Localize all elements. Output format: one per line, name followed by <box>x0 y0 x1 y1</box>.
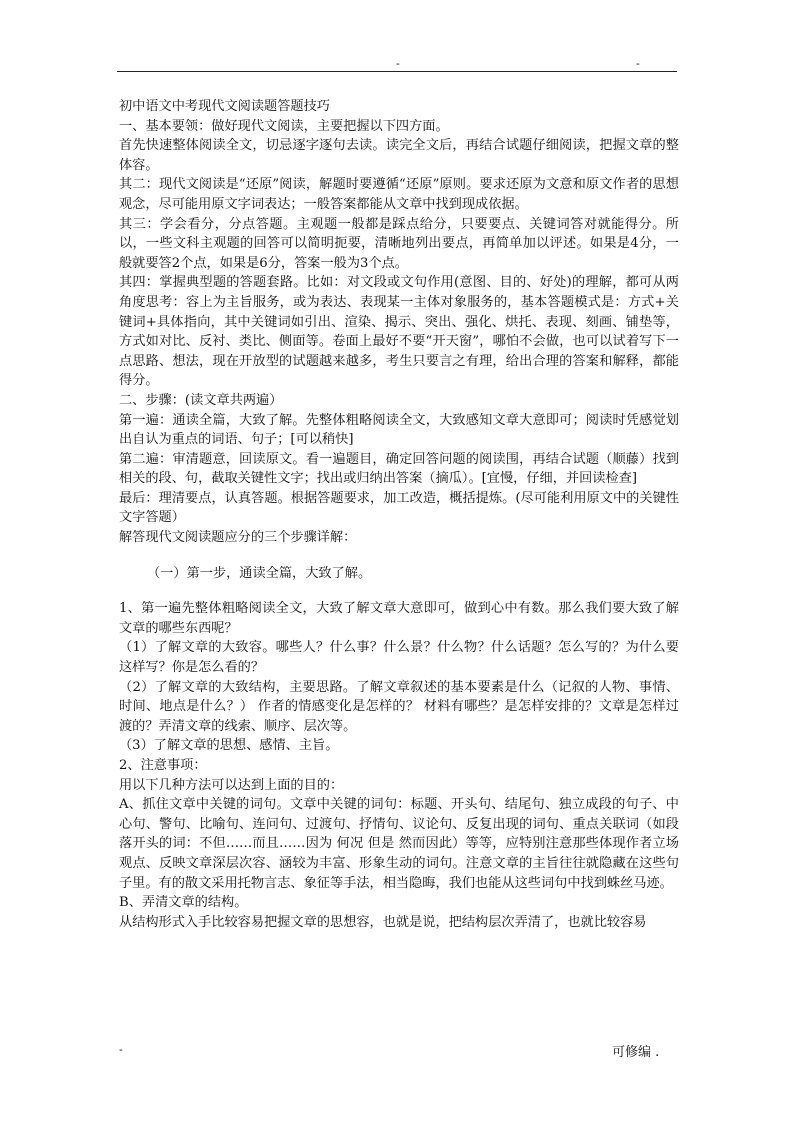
header-mark-left: - <box>396 57 400 70</box>
paragraph: （1）了解文章的大致容。哪些人？什么事？什么景？什么物？什么话题？怎么写的？为什么要这样写？你是怎么看的？ <box>119 640 679 676</box>
paragraph: B、弄清文章的结构。 <box>119 895 248 911</box>
paragraph: A、抓住文章中关键的词句。文章中关键的词句：标题、开头句、结尾句、独立成段的句子、中心句、警句、比喻句、连问句、过渡句、抒情句、议论句、反复出现的词句、重点关联词（如段落开头的词：不但……而且……因为 何况 但是 然而因此）等等，应特别注意那些体现作者立场观点、反映文章深层次容、涵较为丰富、形象生动的词句。注意文章的主旨往往就隐藏在这些句子里。有的散文采用托物言志、象征等手法，相当隐晦，我们也能从这些词句中找到蛛丝马迹。 <box>119 797 679 891</box>
section-heading-basics: 一、基本要领：做好现代文阅读，主要把握以下四方面。 <box>119 118 449 134</box>
section-heading-steps: 二、步骤：(读文章共两遍） <box>119 392 283 408</box>
paragraph: （2）了解文章的大致结构，主要思路。了解文章叙述的基本要素是什么（记叙的人物、事情、时间、地点是什么？） 作者的情感变化是怎样的？ 材料有哪些？是怎样安排的？文章是怎样过渡的？弄清文章的线索、顺序、层次等。 <box>119 679 679 734</box>
footer-editable-note: 可修编 . <box>612 1045 660 1060</box>
paragraph: 其二：现代文阅读是“还原”阅读，解题时要遵循“还原”原则。要求还原为文意和原文作者的思想观念，尽可能用原文字词表达；一般答案都能从文章中找到现成依据。 <box>119 177 679 212</box>
paragraph: 其三：学会看分，分点答题。主观题一般都是踩点给分，只要要点、关键词答对就能得分。所以，一些文科主观题的回答可以简明扼要，清晰地列出要点，再简单加以评述。如果是4分，一般就要答2个点，如果是6分，答案一般为3个点。 <box>119 216 679 271</box>
paragraph: 最后：理清要点，认真答题。根据答题要求，加工改造，概括提炼。(尽可能利用原文中的关键性文字答题） <box>119 490 679 526</box>
paragraph: 其四：掌握典型题的答题套路。比如：对文段或文句作用(意图、目的、好处)的理解，都可从两角度思考：容上为主旨服务，或为表达、表现某一主体对象服务的，基本答题模式是：方式+关键词+具体指向，其中关键词如引出、渲染、揭示、突出、强化、烘托、表现、刻画、铺垫等，方式如对比、反衬、类比、侧面等。卷面上最好不要“开天窗”，哪怕不会做，也可以试着写下一点思路、想法，现在开放型的试题越来越多，考生只要言之有理，给出合理的答案和解释，都能得分。 <box>119 275 679 389</box>
paragraph: 从结构形式入手比较容易把握文章的思想容，也就是说，把结构层次弄清了，也就比较容易 <box>119 914 647 930</box>
paragraph: 用以下几种方法可以达到上面的目的： <box>119 777 344 793</box>
step-heading: （一）第一步，通读全篇，大致了解。 <box>147 565 372 581</box>
document-body <box>119 97 679 932</box>
paragraph: 解答现代文阅读题应分的三个步骤详解： <box>119 530 357 546</box>
paragraph: 第二遍：审清题意，回读原文。看一遍题目，确定回答问题的阅读围，再结合试题（顺藤）找到相关的段、句，截取关键性文字；找出或归纳出答案（摘瓜）。[宜慢，仔细，并回读检查] <box>119 451 679 487</box>
paragraph: 2、注意事项： <box>119 758 207 773</box>
paragraph: 首先快速整体阅读全文，切忌逐字逐句去读。读完全文后，再结合试题仔细阅读，把握文章的整体容。 <box>119 138 679 173</box>
paragraph: （3）了解文章的思想、感情、主旨。 <box>119 738 339 754</box>
paragraph: 第一遍：通读全篇，大致了解。先整体粗略阅读全文，大致感知文章大意即可；阅读时凭感觉划出自认为重点的词语、句子；[可以稍快] <box>119 412 679 448</box>
header-rule <box>117 71 677 72</box>
paragraph: 1、第一遍先整体粗略阅读全文，大致了解文章大意即可，做到心中有数。那么我们要大致了解文章的哪些东西呢？ <box>119 601 679 636</box>
footer-mark-left: - <box>119 1043 123 1056</box>
document-title: 初中语文中考现代文阅读题答题技巧 <box>119 99 330 114</box>
header-mark-right: - <box>636 57 640 70</box>
